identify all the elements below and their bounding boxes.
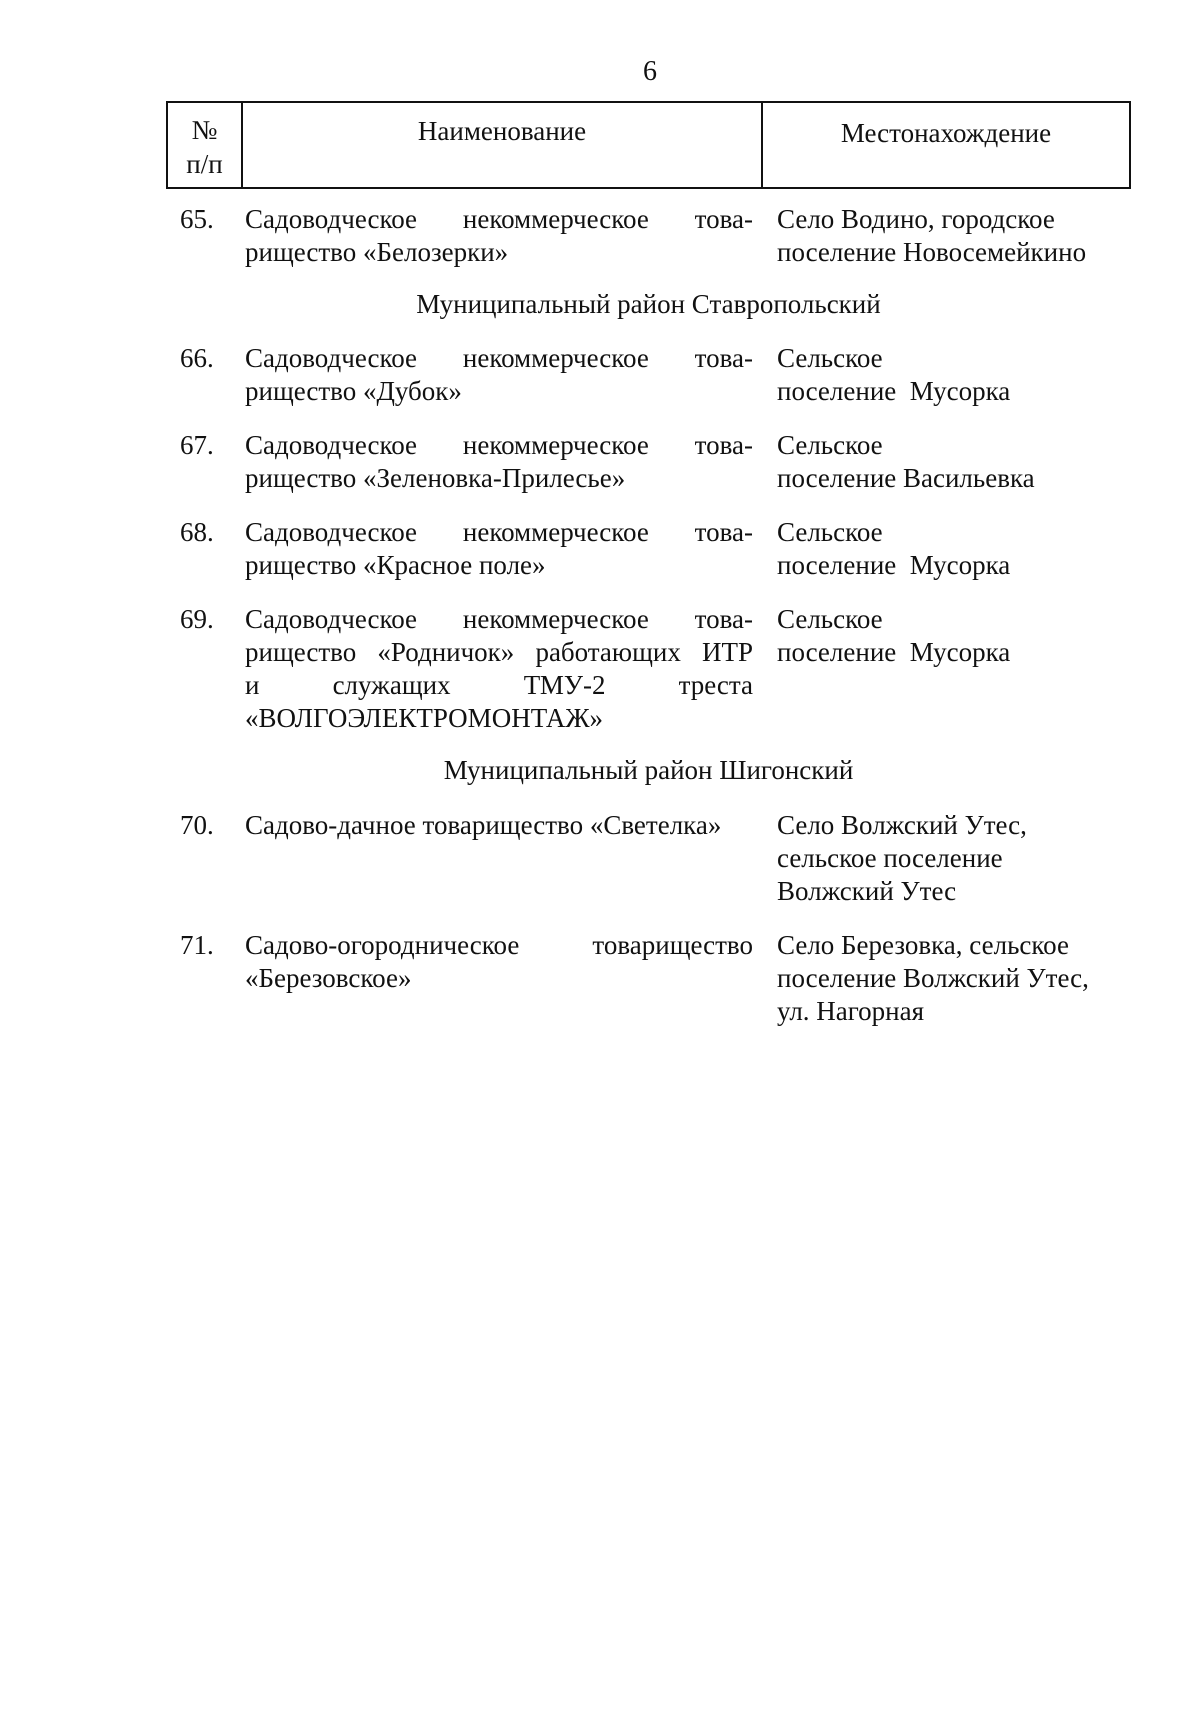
name-word: това- [694, 204, 753, 234]
row-location [777, 929, 1122, 1028]
location-line: поселение Волжский Утес, [777, 963, 1089, 993]
row-number: 68. [180, 517, 214, 547]
location-line: Сельское [777, 430, 883, 460]
location-line: Село Водино, городское [777, 204, 1055, 234]
location-line: поселение Мусорка [777, 550, 1011, 580]
row-name [245, 516, 753, 582]
row-location [777, 429, 1122, 495]
row-number: 69. [180, 604, 214, 634]
location-line: поселение Новосемейкино [777, 237, 1087, 267]
location-line: Село Волжский Утес, [777, 810, 1027, 840]
row-name [245, 429, 753, 495]
name-word: некоммерческое [462, 604, 649, 634]
name-word: «Родничок» [377, 637, 515, 667]
name-word: Садово-огородническое [245, 930, 520, 960]
row-location [777, 809, 1122, 908]
header-number-column [168, 103, 243, 187]
name-word: служащих [332, 670, 451, 700]
row-number: 65. [180, 204, 214, 234]
row-name [245, 203, 753, 269]
name-line: «Березовское» [245, 963, 412, 993]
name-line: Садово-дачное товарищество «Светелка» [245, 810, 722, 840]
table-header [166, 101, 1131, 189]
row-name [245, 342, 753, 408]
name-line: рищество «Зеленовка-Прилесье» [245, 463, 626, 493]
name-word: това- [694, 343, 753, 373]
name-word: и [245, 670, 260, 700]
row-location [777, 203, 1122, 269]
name-word: товарищество [592, 930, 753, 960]
name-word: това- [694, 430, 753, 460]
section-heading: Муниципальный район Шигонский [443, 755, 854, 785]
name-word: рищество [245, 637, 357, 667]
name-word: ИТР [701, 637, 753, 667]
location-line: Село Березовка, сельское [777, 930, 1069, 960]
row-location [777, 516, 1122, 582]
name-word: Садоводческое [245, 604, 418, 634]
name-word: работающих [535, 637, 681, 667]
row-number: 71. [180, 930, 214, 960]
name-word: некоммерческое [462, 517, 649, 547]
name-word: некоммерческое [462, 430, 649, 460]
location-line: ул. Нагорная [777, 996, 925, 1026]
row-name [245, 929, 753, 995]
location-line: Сельское [777, 604, 883, 634]
name-word: това- [694, 604, 753, 634]
header-number-symbol: № [191, 115, 218, 145]
name-word: това- [694, 517, 753, 547]
name-word: Садоводческое [245, 343, 418, 373]
name-word: треста [678, 670, 753, 700]
row-number: 67. [180, 430, 214, 460]
name-line: рищество «Белозерки» [245, 237, 509, 267]
row-name [245, 809, 753, 842]
location-line: поселение Мусорка [777, 637, 1011, 667]
row-name [245, 603, 753, 735]
section-heading: Муниципальный район Ставропольский [416, 289, 881, 319]
row-location [777, 603, 1122, 669]
header-name-column: Наименование [243, 103, 763, 187]
location-line: Волжский Утес [777, 876, 957, 906]
page-number: 6 [643, 56, 657, 87]
name-word: ТМУ-2 [523, 670, 606, 700]
header-location-column: Местонахождение [840, 118, 1052, 148]
name-word: Садоводческое [245, 430, 418, 460]
name-word: некоммерческое [462, 204, 649, 234]
location-line: сельское поселение [777, 843, 1003, 873]
name-line: рищество «Красное поле» [245, 550, 546, 580]
name-word: Садоводческое [245, 204, 418, 234]
row-number: 66. [180, 343, 214, 373]
name-word: некоммерческое [462, 343, 649, 373]
location-line: поселение Мусорка [777, 376, 1011, 406]
row-location [777, 342, 1122, 408]
location-line: Сельское [777, 343, 883, 373]
header-number-abbr: п/п [186, 149, 223, 179]
row-number: 70. [180, 810, 214, 840]
location-line: Сельское [777, 517, 883, 547]
location-line: поселение Васильевка [777, 463, 1035, 493]
name-word: Садоводческое [245, 517, 418, 547]
name-line: рищество «Дубок» [245, 376, 462, 406]
name-line: «ВОЛГОЭЛЕКТРОМОНТАЖ» [245, 703, 604, 733]
